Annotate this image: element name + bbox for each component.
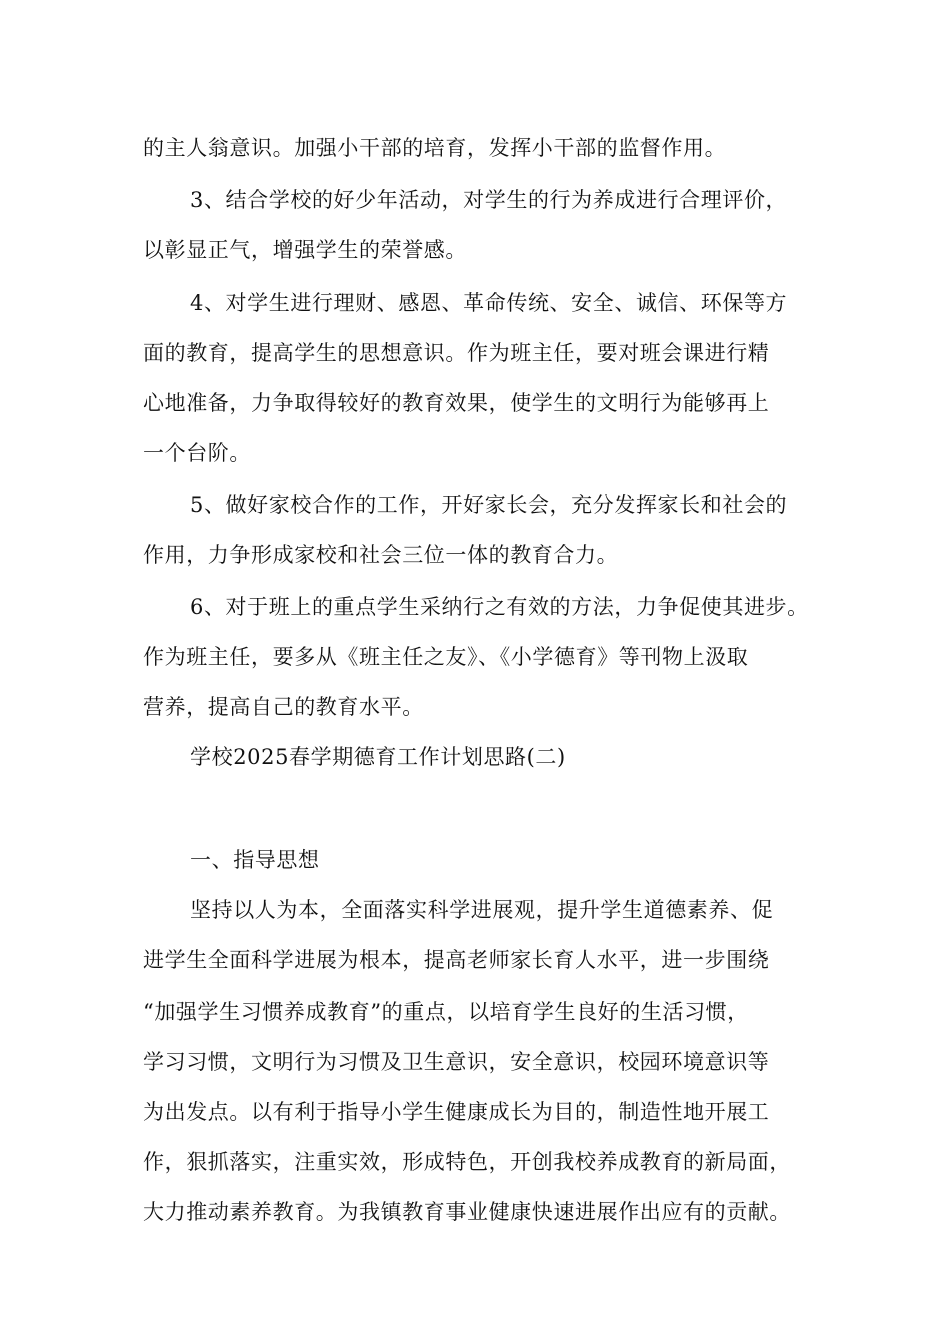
text-line: 作为班主任，要多从《班主任之友》、《小学德育》等刊物上汲取 [143, 645, 749, 669]
text-line: 进学生全面科学进展为根本，提高老师家长育人水平，进一步围绕 [143, 948, 770, 972]
text-line: 4、对学生进行理财、感恩、革命传统、安全、诚信、环保等方 [190, 291, 788, 315]
section-title: 学校2025春学期德育工作计划思路(二) [190, 745, 566, 769]
text-line: 大力推动素养教育。为我镇教育事业健康快速进展作出应有的贡献。 [143, 1200, 791, 1224]
text-line: 作用，力争形成家校和社会三位一体的教育合力。 [143, 543, 619, 567]
text-line: 营养，提高自己的教育水平。 [143, 695, 424, 719]
text-line: 一个台阶。 [143, 441, 251, 465]
text-line: 面的教育，提高学生的思想意识。作为班主任，要对班会课进行精 [143, 341, 770, 365]
text-line: 作，狠抓落实，注重实效，形成特色，开创我校养成教育的新局面， [143, 1150, 791, 1174]
text-line: “加强学生习惯养成教育”的重点，以培育学生良好的生活习惯， [143, 1000, 749, 1024]
text-line: 5、做好家校合作的工作，开好家长会，充分发挥家长和社会的 [190, 493, 788, 517]
text-line: 的主人翁意识。加强小干部的培育，发挥小干部的监督作用。 [143, 136, 727, 160]
text-line: 心地准备，力争取得较好的教育效果，使学生的文明行为能够再上 [143, 391, 770, 415]
section-heading: 一、指导思想 [190, 848, 320, 872]
text-line: 学习习惯，文明行为习惯及卫生意识，安全意识，校园环境意识等 [143, 1050, 770, 1074]
text-line: 6、对于班上的重点学生采纳行之有效的方法，力争促使其进步。 [190, 595, 809, 619]
text-line: 为出发点。以有利于指导小学生健康成长为目的，制造性地开展工 [143, 1100, 770, 1124]
text-line: 坚持以人为本，全面落实科学进展观，提升学生道德素养、促 [190, 898, 774, 922]
text-line: 以彰显正气，增强学生的荣誉感。 [143, 238, 467, 262]
text-line: 3、结合学校的好少年活动，对学生的行为养成进行合理评价， [190, 188, 788, 212]
